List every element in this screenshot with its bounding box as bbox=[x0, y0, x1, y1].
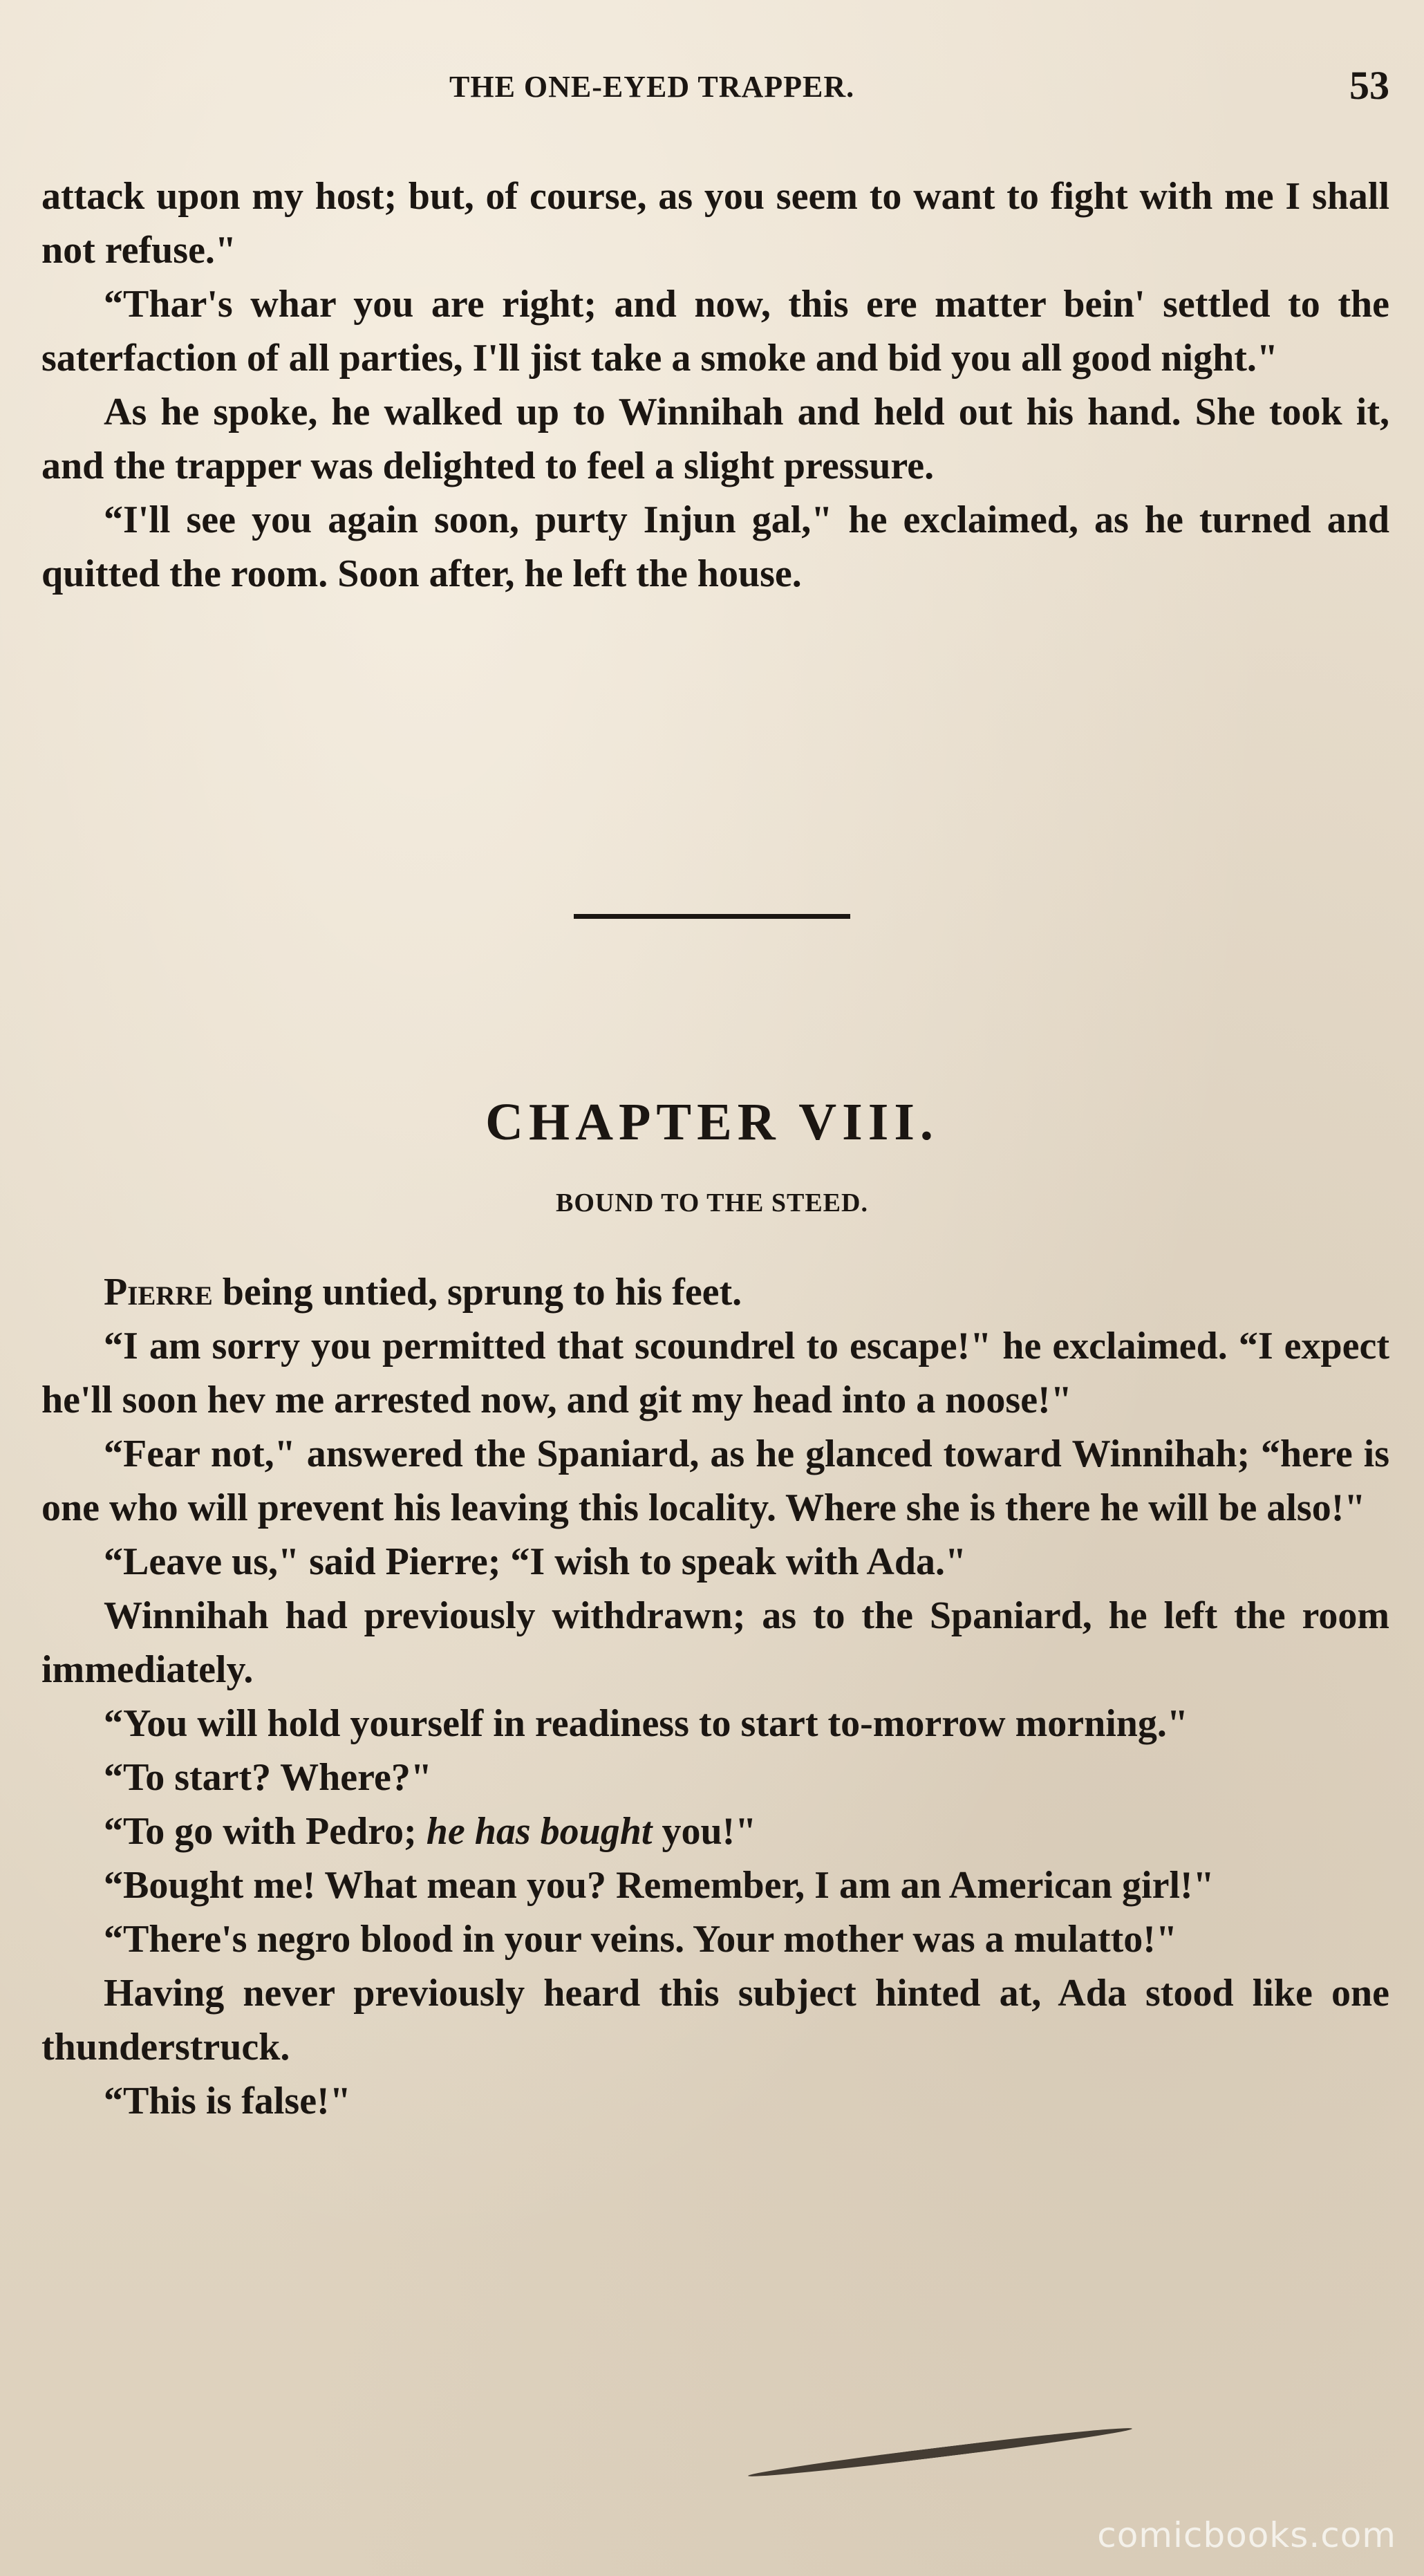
paragraph: “To start? Where?" bbox=[104, 1756, 432, 1799]
paragraph: “This is false!" bbox=[104, 2080, 351, 2122]
opening-text: being untied, sprung to his feet. bbox=[212, 1271, 742, 1314]
paragraph: “Thar's whar you are right; and now, this ere matter bein' settled to the saterfaction of all parties, I'll jist take a smoke and bid you all good night." bbox=[41, 283, 1389, 380]
running-head bbox=[0, 55, 1424, 111]
running-title: THE ONE-EYED TRAPPER. bbox=[449, 70, 855, 104]
text-block-chapter bbox=[41, 1265, 1389, 2128]
ink-smudge bbox=[747, 2424, 1133, 2481]
paragraph: “Fear not," answered the Spaniard, as he glanced toward Winnihah; “here is one who will prevent his leaving this locality. Where she is there he will be also!" bbox=[41, 1432, 1389, 1529]
paragraph: “I am sorry you permitted that scoundrel to escape!" he exclaimed. “I expect he'll soon hev me arrested now, and git my head into a noose!" bbox=[41, 1325, 1389, 1421]
paragraph: “You will hold yourself in readiness to start to-morrow morning." bbox=[104, 1702, 1189, 1745]
chapter-subtitle: BOUND TO THE STEED. bbox=[556, 1188, 868, 1217]
text-span: you!" bbox=[652, 1810, 757, 1853]
opening-name: Pierre bbox=[104, 1271, 213, 1314]
section-divider-rule bbox=[574, 914, 850, 919]
paragraph: “Bought me! What mean you? Remember, I am an American girl!" bbox=[104, 1864, 1215, 1907]
paragraph: “There's negro blood in your veins. Your mother was a mulatto!" bbox=[104, 1918, 1178, 1961]
italic-phrase: he has bought bbox=[426, 1810, 653, 1853]
page-number: 53 bbox=[1349, 63, 1389, 108]
paragraph-continued: attack upon my host; but, of course, as you seem to want to fight with me I shall not refuse." bbox=[41, 175, 1389, 272]
paragraph: Having never previously heard this subject hinted at, Ada stood like one thunderstruck. bbox=[41, 1972, 1389, 2069]
paragraph-with-italic bbox=[41, 1804, 1389, 1858]
paragraph: As he spoke, he walked up to Winnihah and held out his hand. She took it, and the trapper was delighted to feel a slight pressure. bbox=[41, 391, 1389, 487]
paragraph-opening bbox=[41, 1265, 1389, 1319]
watermark: comicbooks.com bbox=[1097, 2515, 1396, 2555]
text-span: “To go with Pedro; bbox=[104, 1810, 427, 1853]
chapter-title: CHAPTER VIII. bbox=[485, 1093, 939, 1151]
paragraph: “Leave us," said Pierre; “I wish to speak with Ada." bbox=[104, 1540, 967, 1583]
paragraph: “I'll see you again soon, purty Injun gal," he exclaimed, as he turned and quitted the room. Soon after, he left the house. bbox=[41, 498, 1389, 595]
paragraph: Winnihah had previously withdrawn; as to the Spaniard, he left the room immediately. bbox=[41, 1594, 1389, 1691]
text-block-top bbox=[41, 169, 1389, 601]
